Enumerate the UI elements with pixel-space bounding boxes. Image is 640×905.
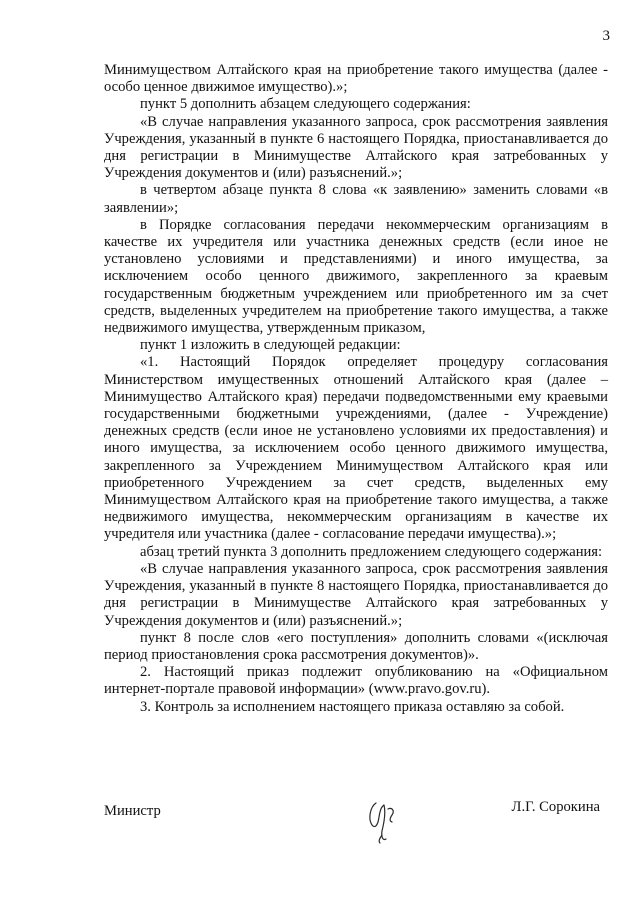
paragraph: в четвертом абзаце пункта 8 слова «к заявлению» заменить словами «в заявлении»;	[104, 182, 608, 216]
page-number: 3	[602, 28, 610, 44]
paragraph: абзац третий пункта 3 дополнить предложением следующего содержания:	[140, 543, 603, 560]
signature-block	[104, 799, 608, 859]
paragraph: 3. Контроль за исполнением настоящего приказа оставляю за собой.	[140, 698, 565, 715]
document-body	[104, 62, 608, 716]
paragraph: пункт 5 дополнить абзацем следующего содержания:	[140, 96, 471, 113]
handwritten-signature-icon	[362, 795, 404, 845]
paragraph: Минимуществом Алтайского края на приобретение такого имущества (далее - особо ценное движимое имущество).»;	[104, 62, 608, 96]
paragraph: пункт 1 изложить в следующей редакции:	[140, 337, 401, 354]
signatory-title: Министр	[104, 803, 161, 819]
paragraph: «1. Настоящий Порядок определяет процедуру согласования Министерством имущественных отношений Алтайского края (далее – Минимущество Алтайского края) передачи подведомственными ему краевыми государственными бюджетными учреждениями, (далее - Учреждение) денежных средств (если иное не установлено условиями их предоставления) и иного имущества, за исключением особо ценного движимого имущества, закрепленного за Учреждением Минимуществом Алтайского края или приобретенного Учреждением за счет средств, выделенных ему Минимуществом Алтайского края на приобретение такого имущества, а также недвижимого имущества, некоммерческим организациям в качестве их учредителя или участника (далее - согласование передачи имущества).»;	[104, 354, 608, 543]
paragraph: 2. Настоящий приказ подлежит опубликованию на «Официальном интернет-портале правовой информации» (www.pravo.gov.ru).	[104, 664, 608, 698]
paragraph: пункт 8 после слов «его поступления» дополнить словами «(исключая период приостановления срока рассмотрения документов)».	[104, 629, 608, 663]
paragraph: в Порядке согласования передачи некоммерческим организациям в качестве их учредителя или участника денежных средств (если иное не установлено условиями и представлениями) и иного имущества, за исключением особо ценного движимого, закрепленного за краевым государственным бюджетным учреждением или приобретенного им за счет средств, выделенных учредителем на приобретение такого имущества, а также недвижимого имущества, утвержденным приказом,	[104, 216, 608, 337]
signatory-name: Л.Г. Сорокина	[511, 799, 600, 815]
paragraph: «В случае направления указанного запроса, срок рассмотрения заявления Учреждения, указанный в пункте 6 настоящего Порядка, приостанавливается до дня регистрации в Минимуществе Алтайского края затребованных у Учреждения документов и (или) разъяснений.»;	[104, 113, 608, 182]
paragraph: «В случае направления указанного запроса, срок рассмотрения заявления Учреждения, указанный в пункте 8 настоящего Порядка, приостанавливается до дня регистрации в Минимуществе Алтайского края затребованных у Учреждения документов и (или) разъяснений.»;	[104, 560, 608, 629]
